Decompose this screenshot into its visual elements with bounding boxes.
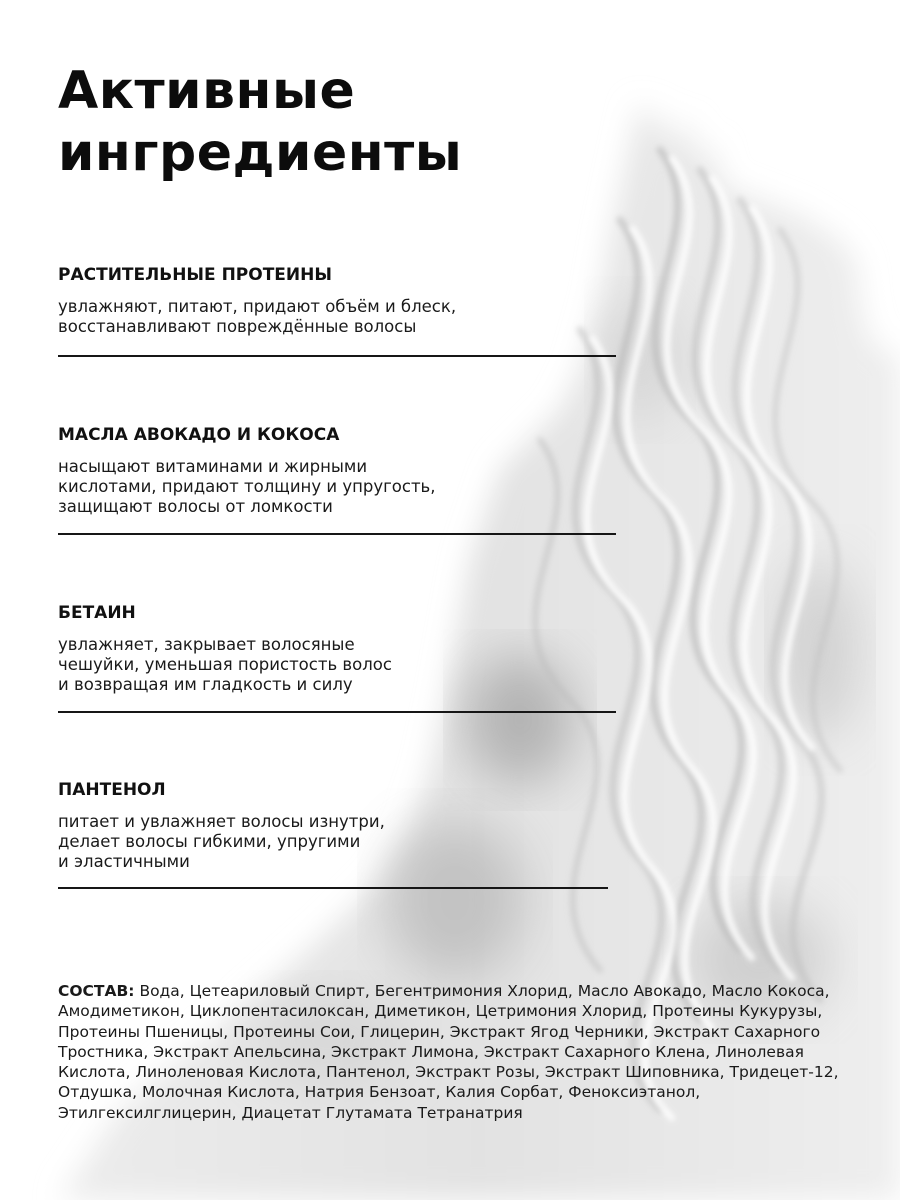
description-line: и возвращая им гладкость и силу (58, 675, 353, 694)
composition-line: Протеины Пшеницы, Протеины Сои, Глицерин, Экстракт Ягод Черники, Экстракт Сахарного (58, 1022, 821, 1041)
composition-label: СОСТАВ: (58, 982, 135, 1000)
page-title-line-2: ингредиенты (58, 123, 463, 183)
composition-line: Амодиметикон, Циклопентасилоксан, Диметикон, Цетримония Хлорид, Протеины Кукурузы, (58, 1002, 823, 1021)
description-line: чешуйки, уменьшая пористость волос (58, 655, 392, 674)
ingredient-name: РАСТИТЕЛЬНЫЕ ПРОТЕИНЫ (58, 265, 332, 285)
description-line: увлажняют, питают, придают объём и блеск, (58, 297, 457, 316)
description-line: делает волосы гибкими, упругими (58, 832, 361, 851)
description-line: увлажняет, закрывает волосяные (58, 635, 355, 654)
divider (58, 533, 616, 535)
composition-block (58, 981, 858, 1123)
ingredient-description (58, 457, 616, 517)
ingredient-betaine (58, 603, 616, 695)
ingredient-name: МАСЛА АВОКАДО И КОКОСА (58, 425, 340, 445)
composition-line: Отдушка, Молочная Кислота, Натрия Бензоат, Калия Сорбат, Феноксиэтанол, (58, 1083, 701, 1102)
ingredient-avocado-coconut-oils (58, 425, 616, 517)
composition-line: Кислота, Линоленовая Кислота, Пантенол, Экстракт Розы, Экстракт Шиповника, Тридецет-12, (58, 1063, 839, 1082)
divider (58, 887, 608, 889)
ingredient-name: ПАНТЕНОЛ (58, 780, 166, 800)
composition-line: Этилгексилглицерин, Диацетат Глутамата Тетранатрия (58, 1103, 523, 1122)
ingredient-description (58, 297, 616, 337)
composition-line (58, 981, 858, 1001)
description-line: восстанавливают повреждённые волосы (58, 317, 417, 336)
ingredient-description (58, 635, 616, 695)
description-line: питает и увлажняет волосы изнутри, (58, 812, 385, 831)
divider (58, 711, 616, 713)
ingredient-panthenol (58, 780, 616, 872)
ingredient-description (58, 812, 616, 872)
description-line: и эластичными (58, 852, 190, 871)
divider (58, 355, 616, 357)
ingredient-name: БЕТАИН (58, 603, 136, 623)
description-line: насыщают витаминами и жирными (58, 457, 368, 476)
composition-text: Вода, Цетеариловый Спирт, Бегентримония Хлорид, Масло Авокадо, Масло Кокоса, (134, 982, 830, 1000)
description-line: кислотами, придают толщину и упругость, (58, 477, 436, 496)
page-title (58, 60, 462, 184)
ingredient-plant-proteins (58, 265, 616, 337)
page-title-line-1: Активные (58, 61, 356, 121)
description-line: защищают волосы от ломкости (58, 497, 333, 516)
composition-line: Тростника, Экстракт Апельсина, Экстракт Лимона, Экстракт Сахарного Клена, Линолевая (58, 1042, 804, 1061)
